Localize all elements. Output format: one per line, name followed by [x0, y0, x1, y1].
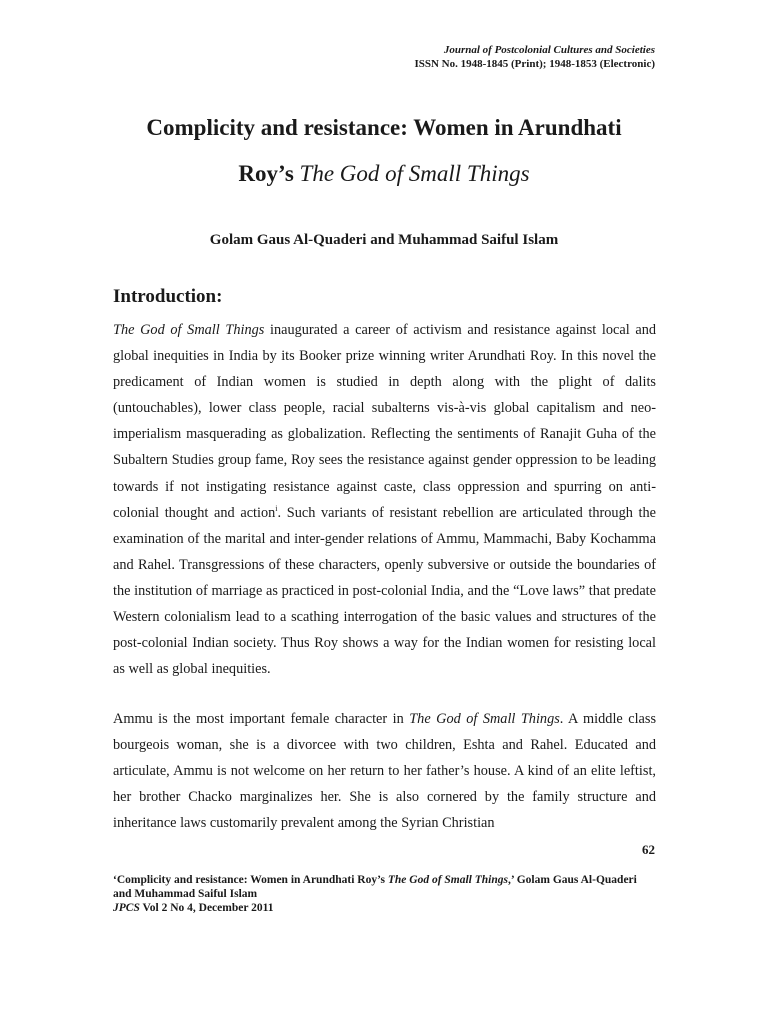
title-prefix: Roy’s [238, 161, 300, 186]
section-heading: Introduction: [113, 286, 223, 307]
paragraph-ammu [113, 706, 656, 836]
citation-part: ‘Complicity and resistance: Women in Arundhati Roy’s [113, 874, 388, 886]
page-number: 62 [642, 842, 655, 857]
journal-header [255, 43, 655, 71]
book-title: The God of Small Things [409, 711, 560, 727]
paragraph-text: . A middle class bourgeois woman, she is a divorcee with two children, Eshta and Rahel. Educated and articulate, Ammu is not welcome on her return to her father’s house. A kind of an elite leftist, her brother Chacko marginalizes her. She is also cornered by the family structure and inheritance laws customarily prevalent among the Syrian Christian [113, 711, 657, 832]
issue-info: Vol 2 No 4, December 2011 [139, 902, 274, 914]
citation-footer [113, 873, 656, 915]
issn-line: ISSN No. 1948-1845 (Print); 1948-1853 (Electronic) [414, 58, 655, 70]
citation-book: The God of Small Things [387, 874, 508, 886]
title-line-2 [80, 151, 688, 197]
journal-abbreviation: JPCS [113, 902, 140, 914]
citation-issue [113, 901, 656, 915]
journal-name: Journal of Postcolonial Cultures and Societies [443, 44, 655, 56]
paragraph-intro [113, 317, 656, 682]
citation-part: ,’ Golam Gaus Al-Quaderi and Muhammad Saiful Islam [113, 874, 637, 900]
title-line-1: Complicity and resistance: Women in Arundhati [146, 115, 622, 140]
paragraph-text: Ammu is the most important female character in [113, 711, 410, 727]
paragraph-text: inaugurated a career of activism and resistance against local and global inequities in India by its Booker prize winning writer Arundhati Roy. In this novel the predicament of Indian women is studied in depth along with the plight of dalits (untouchables), lower class people, racial subalterns vis-à-vis global capitalism and neo-imperialism masquerading as globalization. Reflecting the sentiments of Ranajit Guha of the Subaltern Studies group fame, Roy sees the resistance against gender oppression to be leading towards if not instigating resistance against caste, class oppression and spurring on anti-colonial thought and action [113, 322, 656, 521]
paragraph-text: . Such variants of resistant rebellion are articulated through the examination of the marital and inter-gender relations of Ammu, Mammachi, Baby Kochamma and Rahel. Transgressions of these characters, openly subversive or outside the boundaries of the institution of marriage as practiced in post-colonial India, and the “Love laws” that predate Western colonialism lead to a scathing interrogation of the basic values and structures of the post-colonial Indian society. Thus Roy shows a way for the Indian women for resisting local as well as global inequities. [113, 504, 656, 678]
author-line: Golam Gaus Al-Quaderi and Muhammad Saiful Islam [209, 232, 559, 248]
book-title: The God of Small Things [113, 322, 265, 338]
footnote-marker[interactable]: i [275, 503, 278, 513]
citation-text [113, 873, 656, 901]
title-book: The God of Small Things [299, 161, 530, 186]
article-title [80, 105, 688, 197]
